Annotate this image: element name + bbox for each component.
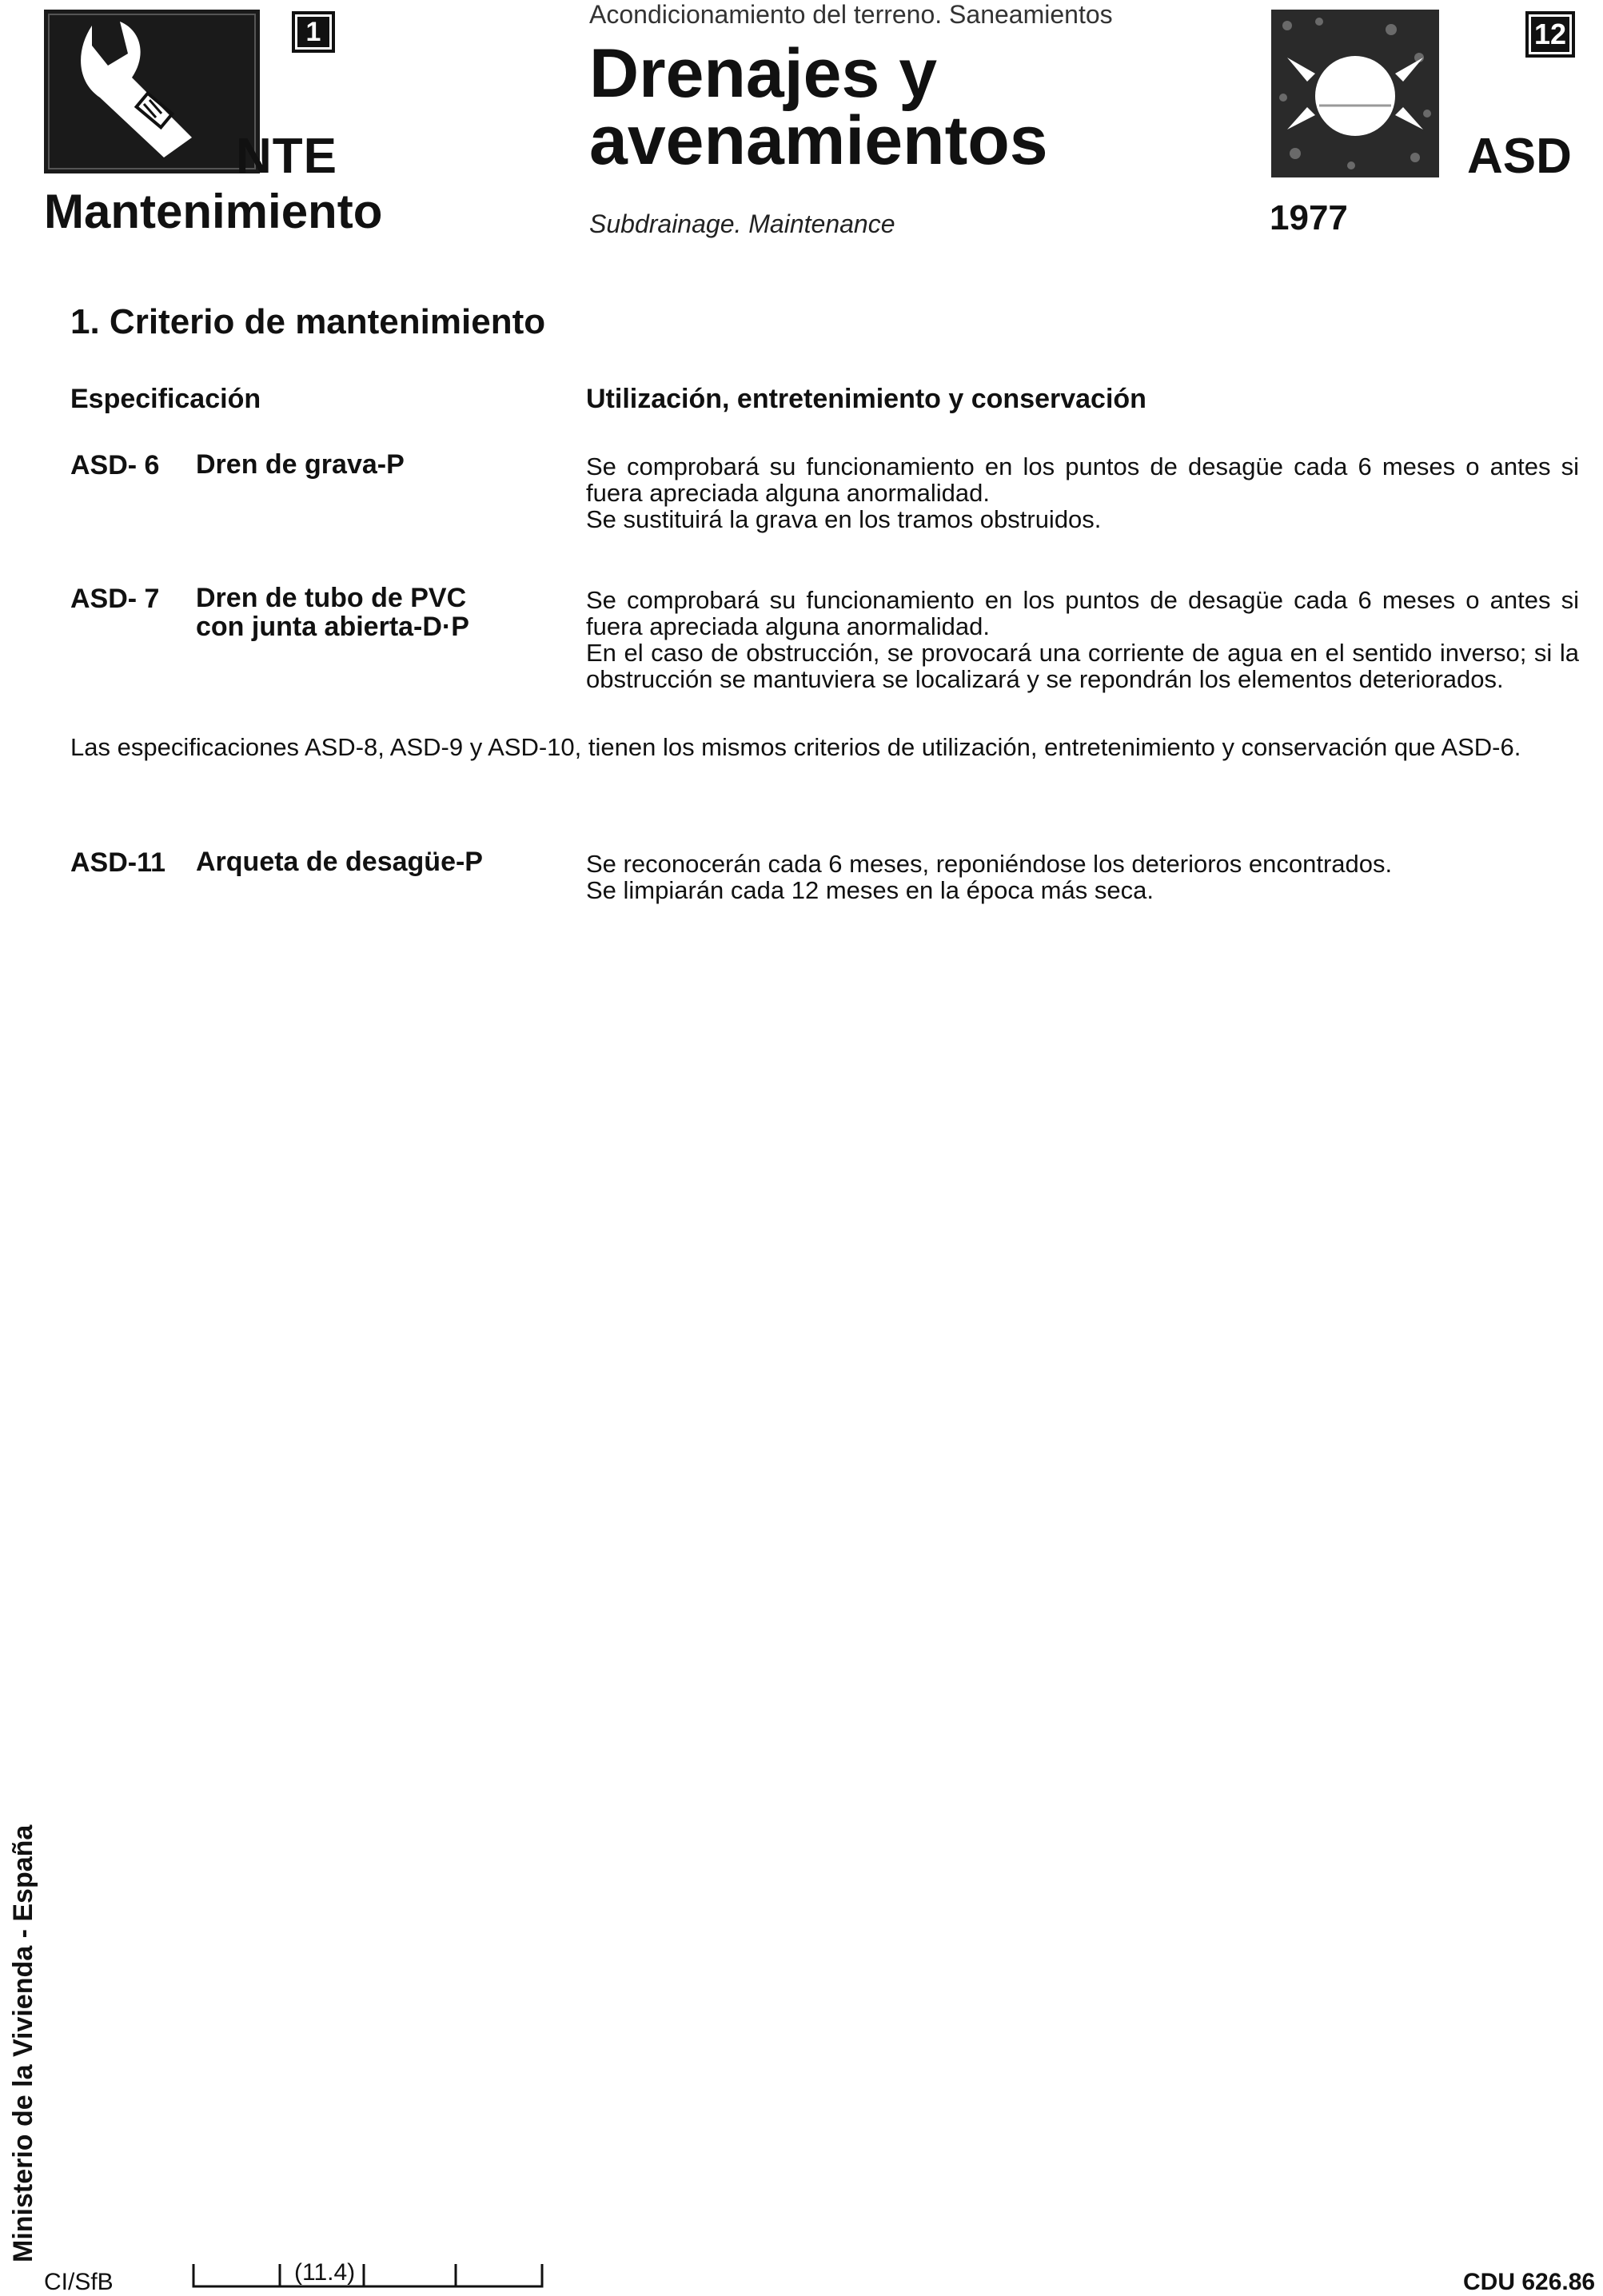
spec-paragraph: Se sustituirá la grava en los tramos obstruidos. (586, 505, 1102, 533)
spec-code: ASD-11 (70, 847, 166, 878)
note-text: Las especificaciones ASD-8, ASD-9 y ASD-10, tienen los mismos criterios de utilización, entretenimiento y conservación que ASD-6. (70, 733, 1521, 761)
section-label: Mantenimiento (44, 185, 383, 238)
spec-code: ASD- 6 (70, 450, 160, 480)
spec-description (586, 453, 1579, 532)
section-heading: 1. Criterio de mantenimiento (70, 302, 546, 341)
spec-name-line: con junta abierta-D·P (196, 612, 469, 642)
spec-paragraph: En el caso de obstrucción, se provocará una corriente de agua en el sentido inverso; si la obstrucción se mantuviera se localizará y se repondrán los elementos deteriorados. (586, 639, 1579, 693)
nte-label: NTE (236, 129, 337, 184)
page-title (589, 35, 1048, 179)
spec-description (586, 587, 1579, 692)
spec-name (196, 584, 532, 641)
wrench-icon (44, 10, 260, 173)
spec-description (586, 851, 1579, 903)
cisfb-value: (11.4) (294, 2259, 356, 2286)
publisher-label: Ministerio de la Vivienda - España (8, 1824, 38, 2262)
spec-paragraph: Se reconocerán cada 6 meses, reponiéndose los deterioros encontrados. (586, 850, 1393, 878)
drainage-pipe-icon (1271, 10, 1439, 177)
spec-paragraph: Se limpiarán cada 12 meses en la época más seca. (586, 876, 1154, 904)
title-line-1: Drenajes y (589, 35, 938, 112)
cisfb-label: CI/SfB (44, 2269, 114, 2295)
cisfb-classification-box (192, 2256, 544, 2288)
column-header-use: Utilización, entretenimiento y conservación (586, 384, 1146, 414)
column-header-specification: Especificación (70, 384, 261, 414)
page-subtitle: Subdrainage. Maintenance (589, 209, 895, 238)
subject-line: Acondicionamiento del terreno. Saneamientos (589, 0, 1113, 29)
cdu-code: CDU 626.86 (1463, 2269, 1596, 2295)
spec-name: Dren de grava-P (196, 449, 405, 480)
spec-code: ASD- 7 (70, 584, 160, 614)
spec-name: Arqueta de desagüe-P (196, 847, 483, 877)
total-sheets-badge: 12 (1525, 11, 1575, 58)
sheet-number-badge: 1 (292, 11, 335, 53)
spec-name-line: Dren de tubo de PVC (196, 583, 467, 613)
title-line-2: avenamientos (589, 102, 1048, 179)
year-label: 1977 (1270, 198, 1348, 237)
spec-paragraph: Se comprobará su funcionamiento en los puntos de desagüe cada 6 meses o antes si fuera apreciada alguna anormalidad. (586, 452, 1579, 507)
spec-paragraph: Se comprobará su funcionamiento en los puntos de desagüe cada 6 meses o antes si fuera apreciada alguna anormalidad. (586, 586, 1579, 640)
standard-code: ASD (1467, 129, 1572, 184)
